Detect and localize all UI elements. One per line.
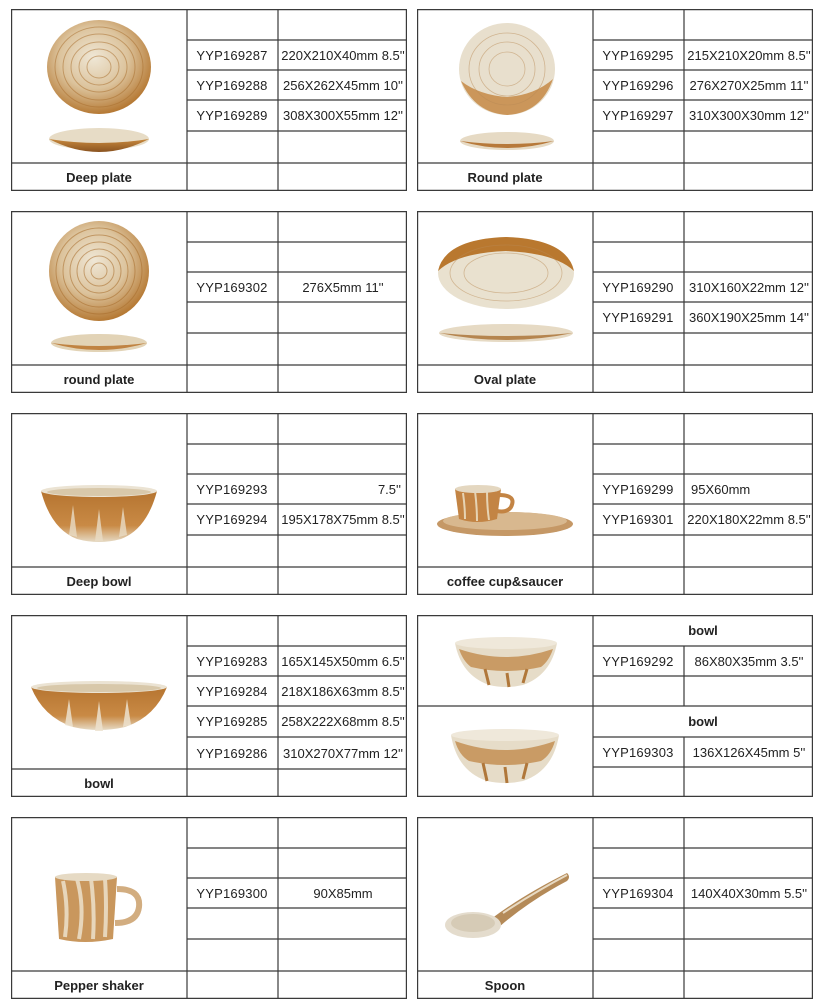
product-label: bowl [84,775,114,791]
product-code: YYP169300 [196,885,268,901]
product-label: Oval plate [473,371,537,387]
product-code: YYP169293 [196,481,268,497]
product-code: YYP169303 [602,744,674,760]
oval-plate-icon [435,235,577,347]
small-bowl-icon [447,727,563,785]
product-spec: 256X262X45mm 10'' [283,77,403,93]
product-spec: 95X60mm [691,481,751,497]
coffee-cup-saucer-icon [435,483,575,539]
product-spec: 215X210X20mm 8.5'' [687,47,811,63]
product-spec: 136X126X45mm 5'' [692,744,806,760]
product-code: YYP169302 [196,279,268,295]
product-spec: 360X190X25mm 14'' [689,310,809,325]
product-card-wide-bowl [11,615,407,797]
product-spec: 276X5mm 11'' [302,279,384,295]
product-spec: 7.5'' [377,481,401,497]
product-code: YYP169287 [196,47,268,63]
product-spec: 310X270X77mm 12'' [283,745,403,761]
product-spec: 165X145X50mm 6.5'' [281,653,405,669]
product-spec: 195X178X75mm 8.5'' [281,512,405,527]
spoon-icon [443,867,573,941]
product-label: round plate [63,371,135,387]
product-code: YYP169283 [196,653,268,669]
product-spec: 86X80X35mm 3.5'' [694,653,804,669]
product-card-oval-plate [417,211,813,393]
product-label: Spoon [484,977,526,993]
product-spec: 276X270X25mm 11'' [689,77,809,93]
product-code: YYP169291 [602,310,674,325]
product-card-deep-plate [11,9,407,191]
product-spec: 218X186X63mm 8.5'' [281,683,405,699]
round-plate-icon [455,21,559,153]
product-code: YYP169285 [196,714,268,729]
product-label: Round plate [467,169,543,185]
product-label: Pepper shaker [54,977,144,993]
product-card-pepper-shaker [11,817,407,999]
product-code: YYP169290 [602,279,674,295]
product-card-deep-bowl [11,413,407,595]
product-code: YYP169294 [196,512,268,527]
group-header: bowl [688,714,718,729]
product-card-flat-round-plate [11,211,407,393]
product-code: YYP169301 [602,512,674,527]
product-spec: 220X180X22mm 8.5'' [687,512,811,527]
small-bowl-icon [451,635,561,689]
product-code: YYP169299 [602,481,674,497]
product-code: YYP169286 [196,745,268,761]
product-spec: 220X210X40mm 8.5'' [281,47,405,63]
product-card-small-bowls [417,615,813,797]
product-spec: 90X85mm [313,885,373,901]
deep-bowl-icon [39,485,159,545]
flat-round-plate-icon [47,221,155,355]
deep-plate-icon [41,15,161,157]
product-code: YYP169292 [602,653,674,669]
product-label: coffee cup&saucer [446,573,564,589]
product-label: Deep bowl [66,573,132,589]
product-spec: 258X222X68mm 8.5'' [281,714,405,729]
group-header: bowl [688,623,718,638]
product-code: YYP169288 [196,77,268,93]
product-label: Deep plate [66,169,132,185]
product-code: YYP169304 [602,885,674,901]
mug-icon [51,873,147,945]
product-spec: 310X160X22mm 12'' [689,279,809,295]
product-code: YYP169297 [602,108,674,123]
product-card-round-plate [417,9,813,191]
wide-bowl-icon [29,681,169,733]
product-card-coffee-cup-saucer [417,413,813,595]
product-spec: 140X40X30mm 5.5'' [690,885,808,901]
product-spec: 308X300X55mm 12'' [283,108,403,123]
product-code: YYP169296 [602,77,674,93]
product-code: YYP169295 [602,47,674,63]
product-spec: 310X300X30mm 12'' [689,108,809,123]
product-code: YYP169289 [196,108,268,123]
product-card-spoon [417,817,813,999]
product-code: YYP169284 [196,683,268,699]
